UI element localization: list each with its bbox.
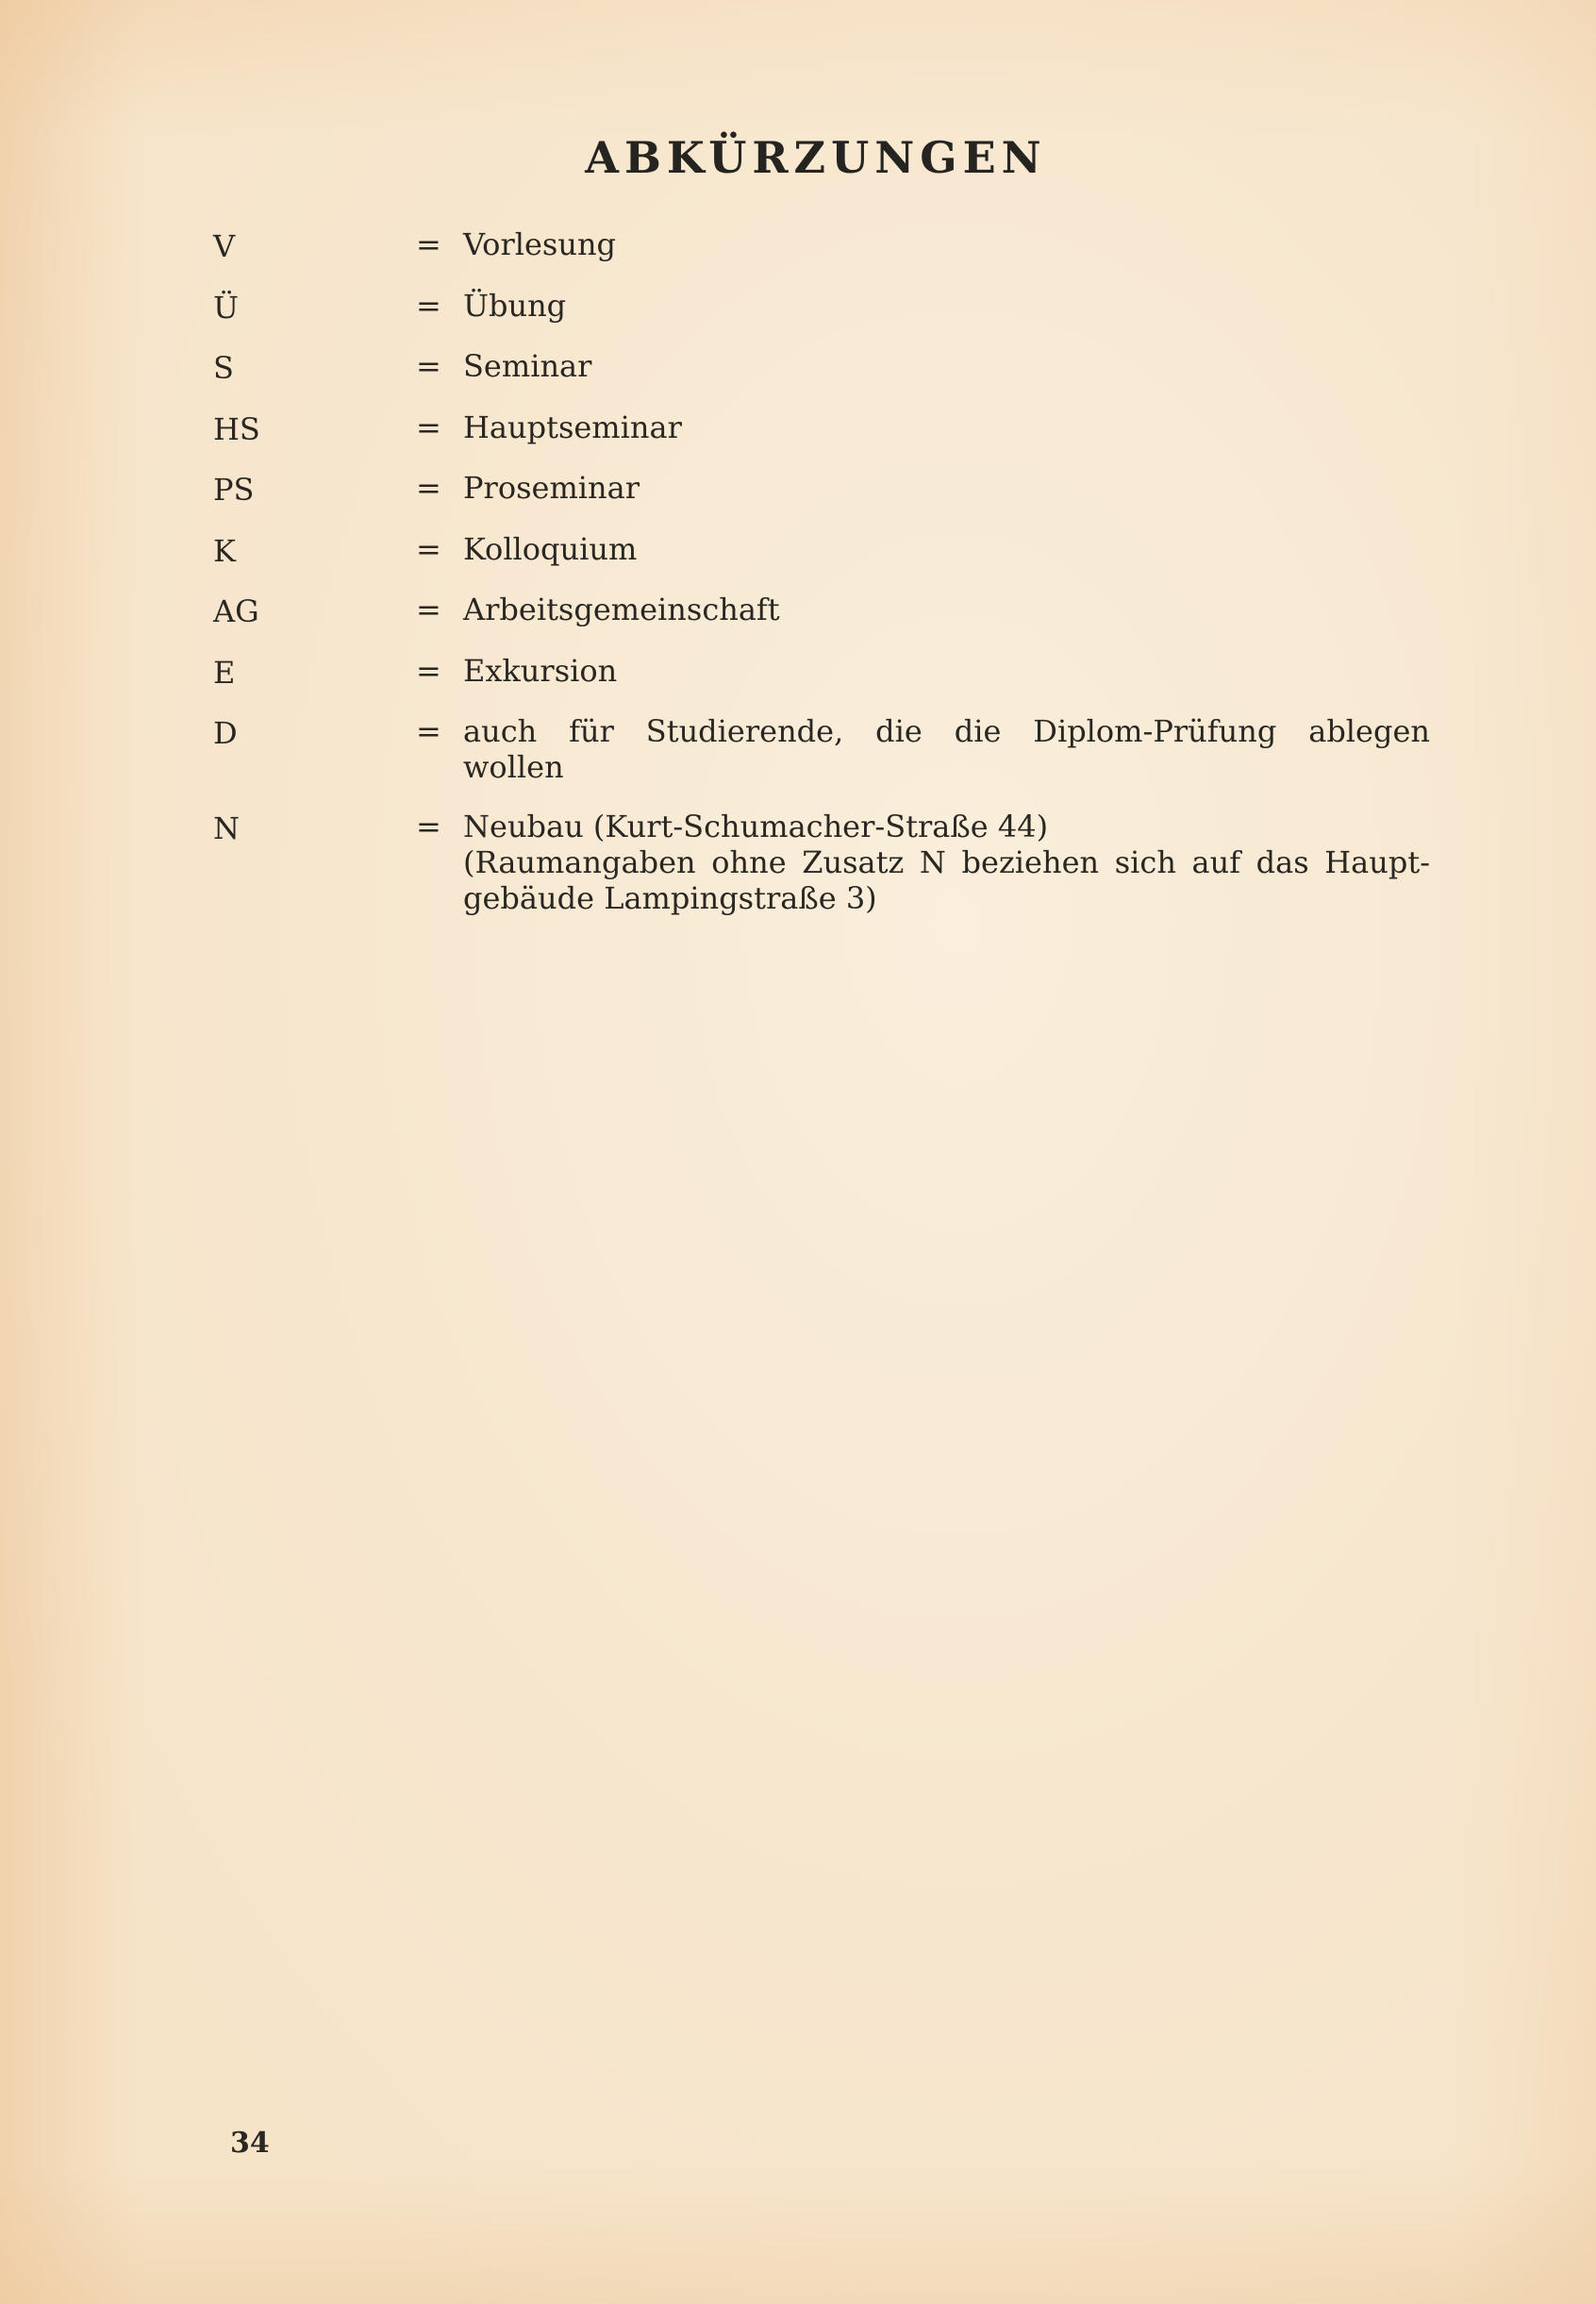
meaning-line: (Raumangaben ohne Zusatz N beziehen sich auf das Haupt-	[463, 843, 1430, 880]
meaning-line: auch für Studierende, die die Diplom-Prüfung ablegen	[463, 713, 1430, 749]
abbreviation: V	[213, 228, 236, 264]
abbreviation-row-hs	[213, 409, 1430, 447]
meaning-line: Seminar	[463, 348, 592, 384]
meaning-line: Vorlesung	[463, 226, 617, 262]
meaning-line: wollen	[463, 749, 564, 785]
meaning-line: Hauptseminar	[463, 409, 682, 445]
meaning-line: Neubau (Kurt-Schumacher-Straße 44)	[463, 808, 1049, 844]
equals-sign: =	[416, 348, 441, 384]
abbreviation-list	[213, 226, 1430, 939]
meaning-line: gebäude Lampingstraße 3)	[463, 879, 877, 916]
equals-sign: =	[416, 808, 441, 844]
abbreviation-row-e	[213, 653, 1430, 691]
abbreviation-meaning	[463, 653, 1430, 689]
meaning-line: Übung	[463, 287, 567, 324]
abbreviation-meaning	[463, 348, 1430, 384]
page-number: 34	[230, 2127, 270, 2160]
meaning-line: Exkursion	[463, 652, 618, 689]
equals-sign: =	[416, 592, 441, 627]
abbreviation-row-s	[213, 348, 1430, 386]
abbreviation: N	[213, 810, 240, 846]
abbreviation-meaning	[463, 713, 1430, 785]
abbreviation-meaning	[463, 409, 1430, 445]
meaning-line: Arbeitsgemeinschaft	[463, 592, 780, 627]
abbreviation: E	[213, 654, 236, 691]
equals-sign: =	[416, 713, 441, 749]
abbreviation-row-ps	[213, 470, 1430, 508]
equals-sign: =	[416, 530, 441, 567]
abbreviation: K	[213, 532, 236, 569]
abbreviation: AG	[213, 593, 259, 629]
abbreviation-row-ag	[213, 592, 1430, 629]
equals-sign: =	[416, 409, 441, 445]
page-title: ABKÜRZUNGEN	[585, 132, 1047, 183]
abbreviation: PS	[213, 472, 255, 508]
abbreviation-meaning	[463, 531, 1430, 567]
abbreviation-row-k	[213, 531, 1430, 569]
abbreviation-meaning	[463, 288, 1430, 324]
abbreviation-meaning	[463, 226, 1430, 262]
abbreviation-row-n	[213, 809, 1430, 916]
equals-sign: =	[416, 470, 441, 506]
abbreviation-row-d	[213, 713, 1430, 785]
abbreviation: HS	[213, 410, 260, 447]
abbreviation: D	[213, 715, 238, 751]
equals-sign: =	[416, 652, 441, 689]
equals-sign: =	[416, 287, 441, 324]
abbreviation-row-v	[213, 226, 1430, 264]
meaning-line: Proseminar	[463, 470, 640, 506]
abbreviation-row-ue	[213, 288, 1430, 326]
equals-sign: =	[416, 226, 441, 262]
abbreviation: Ü	[213, 289, 239, 326]
abbreviation: S	[213, 350, 234, 386]
abbreviation-meaning	[463, 592, 1430, 627]
abbreviation-meaning	[463, 809, 1430, 916]
meaning-line: Kolloquium	[463, 530, 638, 567]
abbreviation-meaning	[463, 470, 1430, 506]
